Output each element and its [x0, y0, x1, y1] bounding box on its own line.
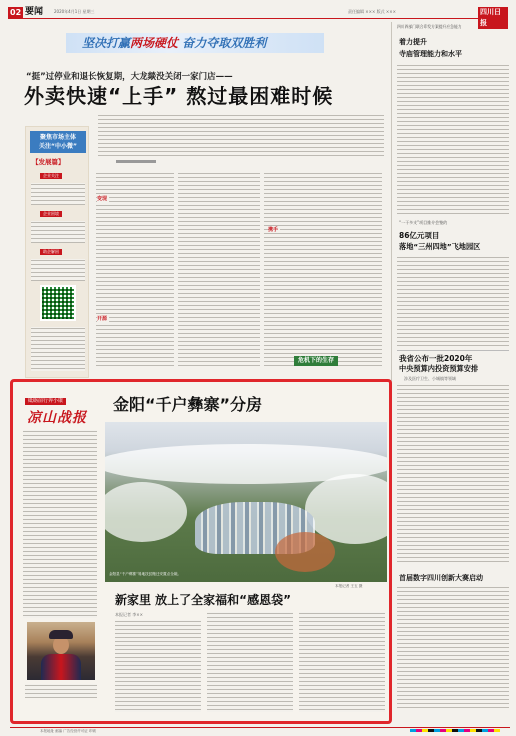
right-rule	[397, 350, 509, 351]
right-item3-sub: 涉及医疗卫生、小城镇等领域	[404, 376, 456, 381]
section-name: 要闻	[25, 7, 44, 17]
campaign-banner	[66, 33, 324, 53]
right-item2-title-l1: 86亿元项目	[399, 231, 440, 240]
feature-subheadline: 新家里 放上了全家福和“感恩袋”	[115, 593, 291, 607]
side-text-1	[31, 183, 85, 205]
side-sub1: 企业关注	[40, 173, 62, 179]
side-box-title-l2: 关注“中小微”	[39, 143, 77, 150]
feature-headline: 金阳“千户彝寨”分房	[113, 395, 263, 414]
footer-note: 本报地址 邮编 广告经营许可证 印刷	[40, 729, 96, 733]
side-text-4	[31, 327, 85, 371]
banner-post: 奋力夺取双胜利	[182, 36, 267, 50]
cloud-left	[105, 482, 187, 542]
feature-badge: 砥砺前行奔小康	[25, 398, 66, 405]
header-date: 2020年4月1日 星期三	[54, 9, 95, 14]
color-bar	[410, 729, 500, 732]
subhead-b: 开源	[97, 316, 108, 322]
feature-byline: 本报记者 李××	[115, 612, 143, 617]
feature-col-1	[115, 620, 201, 712]
banner-pre: 坚决打赢	[82, 36, 131, 50]
feature-frame[interactable]	[10, 379, 392, 724]
side-sub3: 助企解困	[40, 249, 62, 255]
side-box-title	[30, 131, 86, 153]
banner-mid: 两场硬仗	[130, 36, 179, 50]
side-text-2	[31, 221, 85, 243]
landscape-photo	[105, 422, 387, 582]
right-item2-text	[397, 256, 509, 346]
paper-logo: 四川日报	[478, 7, 508, 29]
side-text-3	[31, 259, 85, 281]
crisis-stamp: 危机下的生存	[294, 356, 338, 366]
feature-left-text	[23, 430, 97, 618]
portrait-photo	[27, 622, 95, 680]
photo-caption: 金阳县“千户彝寨”易地扶贫搬迁安置点全貌。	[109, 572, 182, 576]
banner-slogan	[82, 36, 266, 50]
subhead-a: 变现	[97, 196, 108, 202]
main-kicker: “挺”过停业和退长恢复期，大龙燚没关闭一家门店——	[26, 72, 233, 82]
portrait-headwear	[49, 630, 73, 639]
side-sub2: 企业困境	[40, 211, 62, 217]
feature-col-2	[207, 612, 293, 712]
subhead-c: 携手	[268, 227, 279, 233]
main-intro-text	[98, 114, 384, 156]
main-col-2	[178, 172, 260, 368]
right-item4-text	[397, 586, 509, 710]
page-footer	[10, 727, 510, 733]
right-item3-title-l2: 中央预算内投资预算安排	[399, 364, 479, 373]
main-col-3	[264, 172, 382, 368]
main-byline	[116, 160, 156, 163]
right-item1-title-l1: 着力提升	[399, 38, 427, 46]
right-item4-title: 首届数字四川创新大赛启动	[399, 574, 483, 582]
feature-col-3	[299, 612, 385, 712]
right-item3-text	[397, 384, 509, 564]
main-headline: 外卖快速“上手” 熬过最困难时候	[24, 84, 334, 108]
right-item1-kicker: 四川四部门联合印发方案提升应急能力	[397, 24, 462, 29]
right-item1-text	[397, 64, 509, 214]
side-box	[25, 126, 89, 378]
right-item1-title-l2: 寺庙管理能力和水平	[399, 50, 462, 58]
qr-code	[40, 285, 76, 321]
page-number: 02	[10, 8, 22, 17]
red-soil	[275, 532, 335, 572]
header-editors: 责任编辑 ××× 版式 ×××	[348, 9, 396, 14]
portrait-caption	[25, 684, 97, 698]
right-item3-title-l1: 我省公布一批2020年	[399, 354, 473, 363]
right-item2-title-l2: 落地“三州四地”飞地园区	[399, 242, 481, 251]
feature-logo: 凉山战报	[27, 410, 87, 426]
photo-credit: 本报记者 王五 摄	[335, 584, 363, 588]
side-box-tag: 【发展篇】	[32, 158, 65, 166]
side-box-title-l1: 聚焦市场主体	[39, 134, 76, 141]
portrait-garment	[41, 654, 81, 680]
right-item2-kicker: “一干多支”项目推介会签约	[399, 220, 448, 225]
